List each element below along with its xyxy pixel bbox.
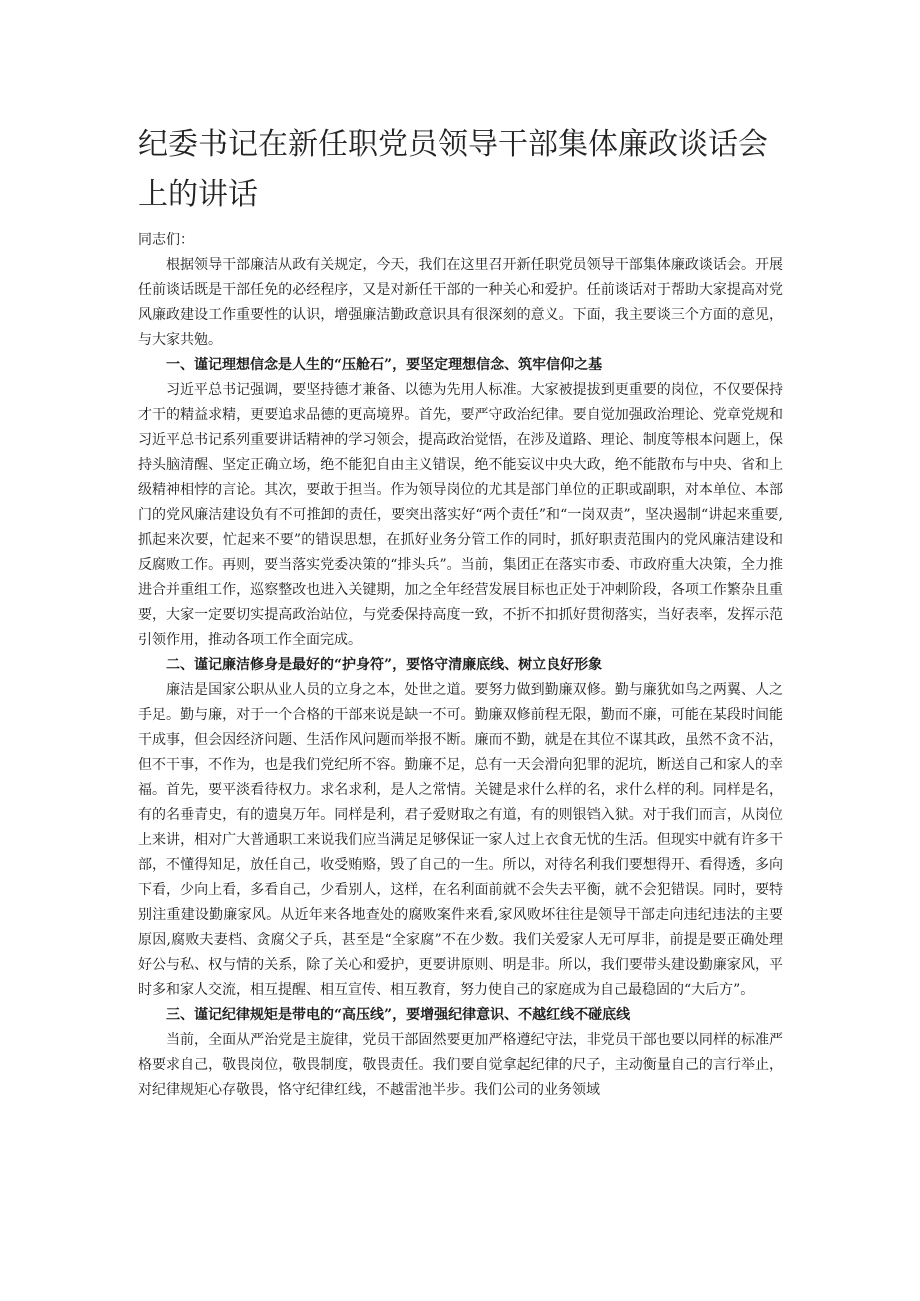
section-heading-2: 二、谨记廉洁修身是最好的“护身符”，要恪守清廉底线、树立良好形象 (166, 657, 603, 673)
section-body-2: 廉洁是国家公职从业人员的立身之本，处世之道。要努力做到勤廉双修。勤与廉犹如鸟之两翼、人之手足。勤与廉，对于一个合格的干部来说是缺一不可。勤廉双修前程无限，勤而不廉，可能在某段时间能干成事，但会因经济问题、生活作风问题而举报不断。廉而不勤，就是在其位不谋其政，虽然不贪不沾，但不干事，不作为，也是我们党纪所不容。勤廉不足，总有一天会滑向犯罪的泥坑，断送自己和家人的幸福。首先，要平淡看待权力。求名求利，是人之常情。关键是求什么样的名，求什么样的利。同样是名，有的名垂青史，有的遗臭万年。同样是利，君子爱财取之有道，有的则银铛入狱。对于我们而言，从岗位上来讲，相对广大普通职工来说我们应当满足足够保证一家人过上衣食无忧的生活。但现实中就有许多干部，不懂得知足，放任自己，收受贿赂，毁了自己的一生。所以，对待名利我们要想得开、看得透，多向下看，少向上看，多看自己，少看别人，这样，在名利面前就不会失去平衡，就不会犯错误。同时，要特别注重建设勤廉家风。从近年来各地查处的腐败案件来看,家风败坏往往是领导干部走向违纪违法的主要原因,腐败夫妻档、贪腐父子兵，甚至是“全家腐”不在少数。我们关爱家人无可厚非，前提是要正确处理好公与私、权与情的关系，除了关心和爱护，更要讲原则、明是非。所以，我们要带头建设勤廉家风，平时多和家人交流，相互提醒、相互宣传、相互教育，努力使自己的家庭成为自己最稳固的“大后方”。 (138, 682, 783, 998)
document-title: 纪委书记在新任职党员领导干部集体廉政谈话会上的讲话 (138, 127, 768, 212)
document-page (138, 120, 783, 1103)
section-heading-3: 三、谨记纪律规矩是带电的“高压线”，要增强纪律意识、不越红线不碰底线 (166, 1007, 631, 1023)
salutation: 同志们： (138, 232, 194, 248)
intro-paragraph: 根据领导干部廉洁从政有关规定，今天，我们在这里召开新任职党员领导干部集体廉政谈话会。开展任前谈话既是干部任免的必经程序，又是对新任干部的一种关心和爱护。任前谈话对于帮助大家提高对党风廉政建设工作重要性的认识，增强廉洁勤政意识具有很深刻的意义。下面，我主要谈三个方面的意见，与大家共勉。 (138, 257, 783, 348)
section-body-1: 习近平总书记强调，要坚持德才兼备、以德为先用人标准。大家被提拔到更重要的岗位，不仅要保持才干的精益求精，更要追求品德的更高境界。首先，要严守政治纪律。要自觉加强政治理论、党章党规和习近平总书记系列重要讲话精神的学习领会，提高政治觉悟，在涉及道路、理论、制度等根本问题上，保持头脑清醒、坚定正确立场，绝不能犯自由主义错误，绝不能妄议中央大政，绝不能散布与中央、省和上级精神相悖的言论。其次，要敢于担当。作为领导岗位的尤其是部门单位的正职或副职，对本单位、本部门的党风廉洁建设负有不可推卸的责任，要突出落实好“两个责任”和“一岗双责”，坚决遏制“讲起来重要,抓起来次要，忙起来不要”的错误思想，在抓好业务分管工作的同时，抓好职责范围内的党风廉洁建设和反腐败工作。再则，要当落实党委决策的“排头兵”。当前，集团正在落实市委、市政府重大决策，全力推进合并重组工作，巡察整改也进入关键期，加之全年经营发展目标也正处于冲刺阶段，各项工作繁杂且重要，大家一定要切实提高政治站位，与党委保持高度一致，不折不扣抓好贯彻落实，当好表率，发挥示范引领作用，推动各项工作全面完成。 (138, 382, 783, 648)
section-heading-1: 一、谨记理想信念是人生的“压舱石”，要坚定理想信念、筑牢信仰之基 (166, 357, 603, 373)
section-body-3: 当前，全面从严治党是主旋律，党员干部固然要更加严格遵纪守法，非党员干部也要以同样的标准严格要求自己，敬畏岗位，敬畏制度，敬畏责任。我们要自觉拿起纪律的尺子，主动衡量自己的言行举止，对纪律规矩心存敬畏，恪守纪律红线，不越雷池半步。我们公司的业务领域 (138, 1032, 783, 1098)
